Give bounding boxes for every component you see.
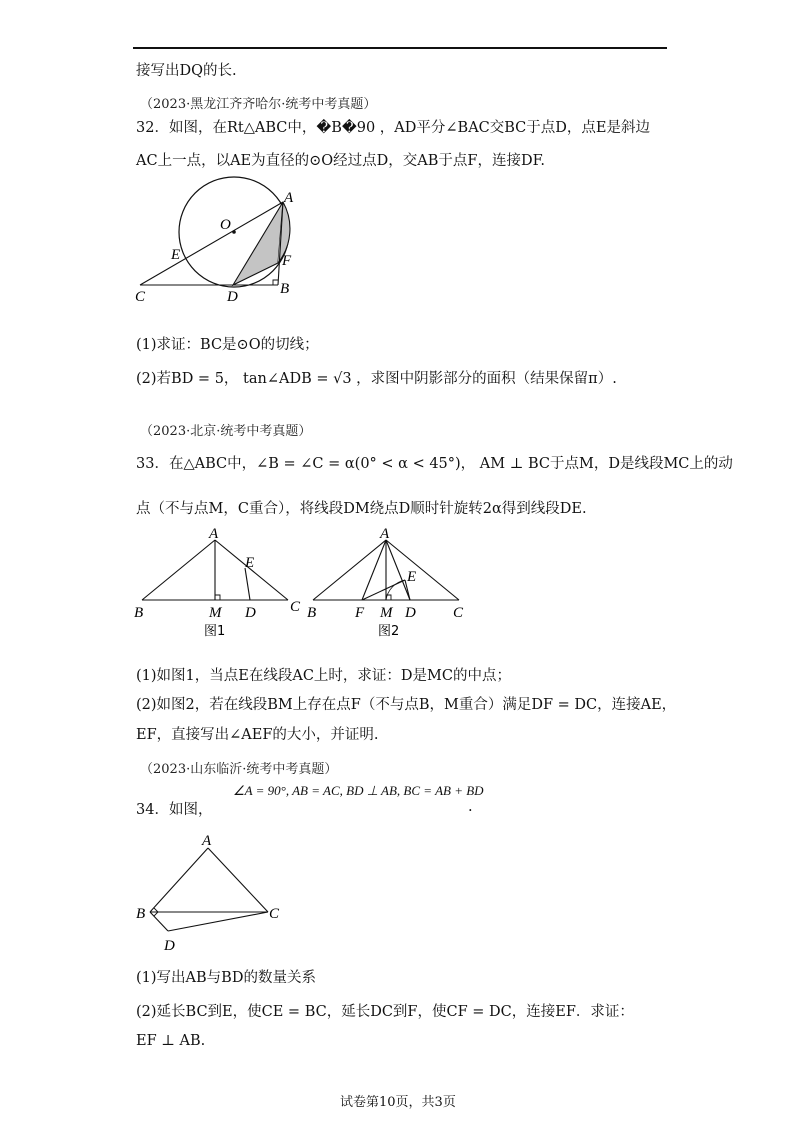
q33-fig1-label-c: C [290, 599, 301, 615]
q34-label-b: B [136, 906, 146, 922]
q33-fig2-label-a: A [380, 526, 390, 542]
q34-part2b: EF ⊥ AB. [136, 1033, 206, 1049]
q33-fig1-label-m: M [209, 605, 222, 621]
q34-part1: (1)写出AB与BD的数量关系 [136, 970, 316, 986]
q33-figure-2 [307, 526, 464, 639]
q33-source: （2023·北京·统考中考真题） [140, 424, 312, 439]
q33-fig2-label-e: E [407, 569, 417, 585]
q32-line2: AC上一点，以AE为直径的⊙O经过点D，交AB于点F，连接DF. [136, 153, 546, 169]
header-rule [133, 47, 667, 49]
q32-line1: 32．如图，在Rt△ABC中，�B�90 ，AD平分∠BAC交BC于点D，点E是斜边 [136, 120, 650, 136]
q33-fig2-label-m: M [380, 605, 393, 621]
q32-label-c: C [135, 289, 146, 305]
q33-figure-1 [134, 526, 301, 639]
q33-figures [130, 525, 475, 640]
q33-fig2-label-f: F [355, 605, 365, 621]
q33-fig2-label-c: C [453, 605, 464, 621]
q32-center-dot [232, 230, 236, 234]
q33-fig1-label-a: A [209, 526, 219, 542]
q34-label-d: D [164, 938, 175, 954]
q34-lead: 34．如图， [136, 802, 213, 818]
q32-label-a: A [284, 190, 294, 206]
q32-label-d: D [227, 289, 238, 305]
q33-fig1-label-d: D [245, 605, 256, 621]
q32-part2: (2)若BD = 5， tan∠ADB = √3 ，求图中阴影部分的面积（结果保留π）. [136, 371, 617, 387]
q33-fig2-caption: 图2 [378, 624, 400, 639]
q33-line1: 33．在△ABC中，∠B = ∠C = α(0° < α < 45°)， AM ⊥ BC于点M，D是线段MC上的动 [136, 456, 733, 472]
q34-dot: . [468, 799, 473, 815]
q33-part2a: (2)如图2，若在线段BM上存在点F（不与点B，M重合）满足DF = DC，连接AE， [136, 697, 677, 713]
q32-label-f: F [282, 253, 292, 269]
q34-label-a: A [202, 833, 212, 849]
q33-fig2-label-b: B [307, 605, 317, 621]
q32-part1: (1)求证：BC是⊙O的切线； [136, 337, 319, 353]
page-footer: 试卷第10页，共3页 [340, 1095, 456, 1110]
intro-text: 接写出DQ的长. [136, 63, 237, 79]
q32-label-b: B [280, 281, 290, 297]
q34-figure [128, 830, 293, 960]
q32-right-angle [273, 280, 278, 285]
q33-fig1-label-b: B [134, 605, 144, 621]
q32-shaded-triangle [233, 202, 283, 285]
q34-part2a: (2)延长BC到E，使CE = BC，延长DC到F，使CF = DC，连接EF．求证： [136, 1004, 634, 1020]
q34-condition: ∠A = 90°, AB = AC, BD ⊥ AB, BC = AB + BD [233, 783, 484, 798]
q33-part2b: EF，直接写出∠AEF的大小，并证明. [136, 727, 379, 743]
q34-source: （2023·山东临沂·统考中考真题） [140, 762, 338, 777]
q33-fig1-label-e: E [245, 555, 255, 571]
q32-source: （2023·黑龙江齐齐哈尔·统考中考真题） [140, 97, 377, 112]
q33-line2: 点（不与点M，C重合），将线段DM绕点D顺时针旋转2α得到线段DE. [136, 501, 587, 517]
q34-label-c: C [269, 906, 280, 922]
q33-fig2-label-d: D [405, 605, 416, 621]
q33-fig1-caption: 图1 [204, 624, 226, 639]
q32-label-o: O [220, 217, 231, 233]
q32-figure [130, 175, 320, 310]
q33-part1: (1)如图1，当点E在线段AC上时，求证：D是MC的中点； [136, 668, 511, 684]
q32-label-e: E [171, 247, 181, 263]
